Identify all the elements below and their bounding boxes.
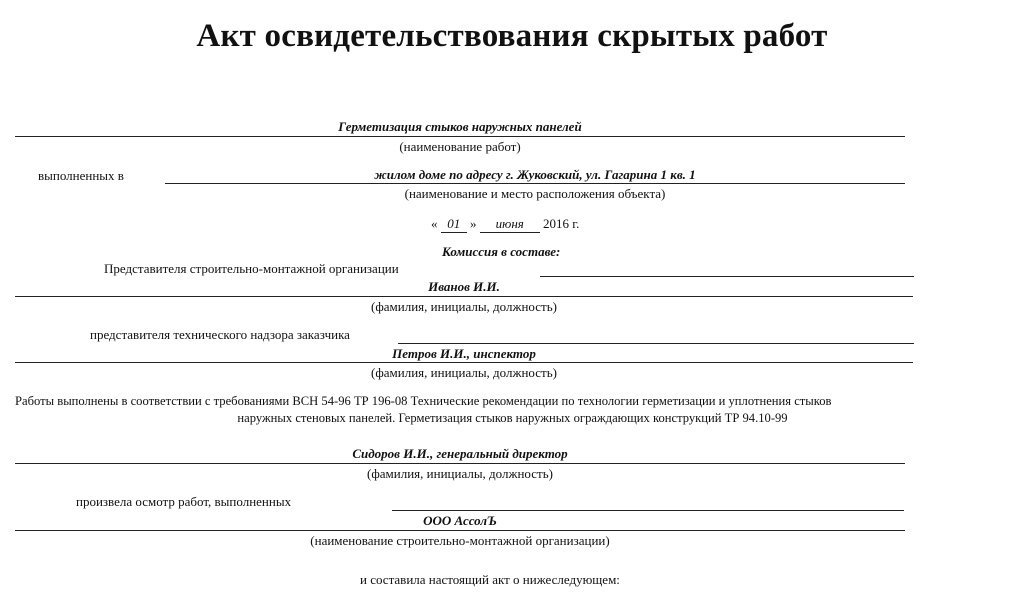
builder-name: Иванов И.И. [428,279,500,294]
builder-label: Представителя строительно-монтажной организации [104,261,399,276]
date-open-quote: « [431,216,438,231]
organization-line [15,530,905,531]
object-caption: (наименование и место расположения объекта) [404,186,666,201]
inspector-name-line [15,463,905,464]
inspected-label-line [392,510,904,511]
organization-name: ООО АссолЪ [423,513,497,528]
date-close-quote: » [470,216,477,231]
object-line [165,183,905,184]
requirements-line-1: Работы выполнены в соответствии с требованиями ВСН 54-96 ТР 196-08 Технические рекомендации по технологии герметизации и уплотнения стыков [15,394,832,408]
supervisor-caption: (фамилия, инициалы, должность) [371,365,557,380]
builder-label-line [540,276,914,277]
inspector-caption: (фамилия, инициалы, должность) [367,466,553,481]
requirements-line-2: наружных стеновых панелей. Герметизация стыков наружных ограждающих конструкций ТР 94.10-99 [237,411,788,425]
date-year: 2016 г. [543,216,580,231]
supervisor-label: представителя технического надзора заказчика [90,327,350,342]
work-name: Герметизация стыков наружных панелей [338,119,582,134]
performed-in-label: выполненных в [38,168,124,183]
date-day: 01 [441,216,467,233]
inspector-name: Сидоров И.И., генеральный директор [352,446,568,461]
supervisor-name-line [15,362,913,363]
act-date [431,216,579,233]
commission-heading: Комиссия в составе: [442,244,561,259]
organization-caption: (наименование строительно-монтажной организации) [310,533,610,548]
work-name-caption: (наименование работ) [399,139,521,154]
object-address: жилом доме по адресу г. Жуковский, ул. Гагарина 1 кв. 1 [374,167,696,182]
work-name-line [15,136,905,137]
date-month: июня [480,216,540,233]
builder-caption: (фамилия, инициалы, должность) [371,299,557,314]
builder-name-line [15,296,913,297]
closing-statement: и составила настоящий акт о нижеследующем: [360,572,620,587]
inspected-label: произвела осмотр работ, выполненных [76,494,292,509]
supervisor-label-line [398,343,914,344]
document-title: Акт освидетельствования скрытых работ [196,18,828,54]
supervisor-name: Петров И.И., инспектор [392,346,536,361]
